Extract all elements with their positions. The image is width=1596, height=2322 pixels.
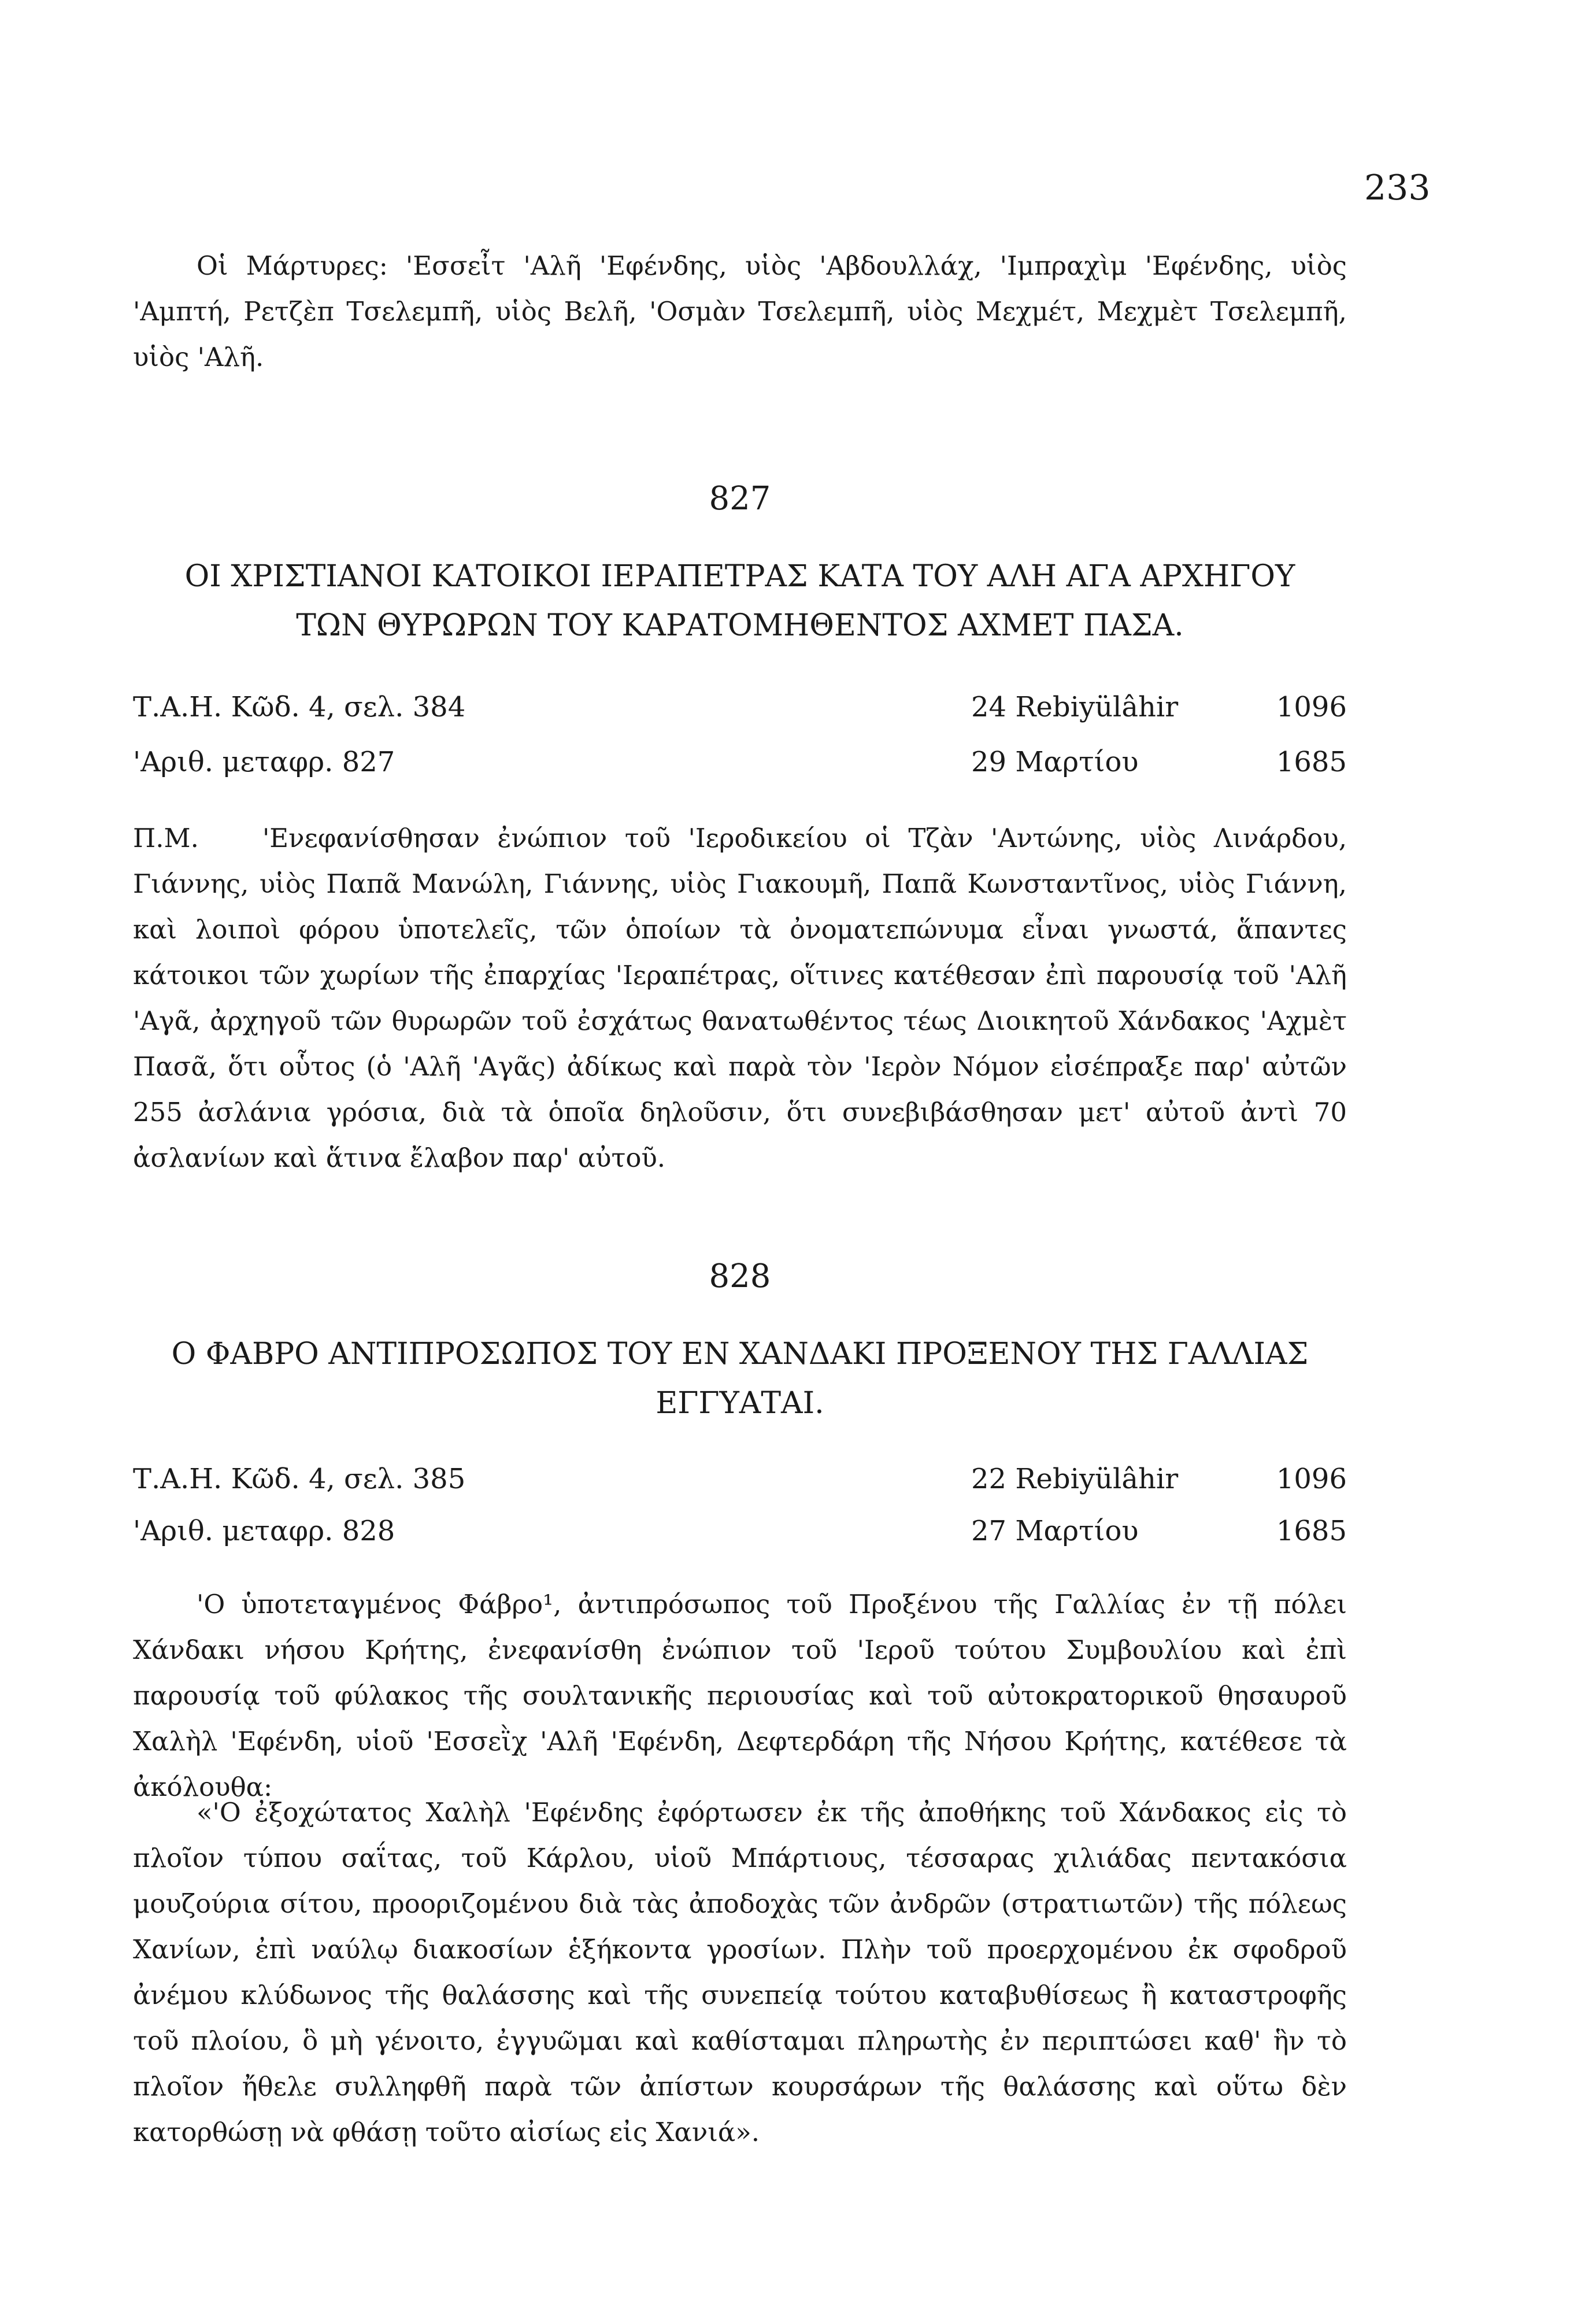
document-827-number: 827 <box>709 480 771 517</box>
document-827-label: Π.Μ. <box>133 823 199 853</box>
document-828-reference-row-2 <box>133 1515 1347 1561</box>
document-828-number: 828 <box>709 1258 771 1295</box>
document-827-body <box>133 815 1347 1181</box>
codex-reference: Τ.Α.Η. Κῶδ. 4, σελ. 385 <box>133 1463 466 1495</box>
document-828-reference-row-1 <box>133 1463 1347 1509</box>
document-827-title-line-2: ΤΩΝ ΘΥΡΩΡΩΝ ΤΟΥ ΚΑΡΑΤΟΜΗΘΕΝΤΟΣ ΑΧΜΕΤ ΠΑΣΑ. <box>296 608 1184 643</box>
hijri-date: 24 Rebiyülâhir <box>971 691 1179 723</box>
document-827-reference-row-2 <box>133 746 1347 792</box>
hijri-year: 1096 <box>1276 1463 1347 1495</box>
gregorian-date: 29 Μαρτίου <box>971 746 1139 778</box>
hijri-date: 22 Rebiyülâhir <box>971 1463 1179 1495</box>
translation-number: 'Αριθ. μεταφρ. 828 <box>133 1515 395 1547</box>
document-828-title-line-1: Ο ΦΑΒΡΟ ΑΝΤΙΠΡΟΣΩΠΟΣ ΤΟΥ ΕΝ ΧΑΝΔΑΚΙ ΠΡΟΞΕΝΟΥ ΤΗΣ ΓΑΛΛΙΑΣ <box>171 1337 1309 1371</box>
witnesses-paragraph: Οἱ Μάρτυρες: 'Εσσεἶτ 'Αλῆ 'Εφένδης, υἱὸς 'Αβδουλλάχ, 'Ιμπραχὶμ 'Εφένδης, υἱὸς 'Αμπτή, Ρετζὲπ Τσελεμπῆ, υἱὸς Βελῆ, 'Οσμὰν Τσελεμπῆ, υἱὸς Μεχμέτ, Μεχμὲτ Τσελεμπῆ, υἱὸς 'Αλῆ. <box>133 250 1347 372</box>
codex-reference: Τ.Α.Η. Κῶδ. 4, σελ. 384 <box>133 691 466 723</box>
translation-number: 'Αριθ. μεταφρ. 827 <box>133 746 395 778</box>
hijri-year: 1096 <box>1276 691 1347 723</box>
page-number: 233 <box>1364 168 1431 208</box>
document-827-body-text: 'Ενεφανίσθησαν ἐνώπιον τοῦ 'Ιεροδικείου οἱ Τζὰν 'Αντώνης, υἱὸς Λινάρδου, Γιάννης, υἱὸς Παπᾶ Μανώλη, Γιάννης, υἱὸς Γιακουμῆ, Παπᾶ Κωνσταντῖνος, υἱὸς Γιάννη, καὶ λοιποὶ φόρου ὑποτελεῖς, τῶν ὁποίων τὰ ὀνοματεπώνυμα εἶναι γνωστά, ἅπαντες κάτοικοι τῶν χωρίων τῆς ἐπαρχίας 'Ιεραπέτρας, οἵτινες κατέθεσαν ἐπὶ παρουσίᾳ τοῦ 'Αλῆ 'Αγᾶ, ἀρχηγοῦ τῶν θυρωρῶν τοῦ ἐσχάτως θανατωθέντος τέως Διοικητοῦ Χάνδακος 'Αχμὲτ Πασᾶ, ὅτι οὗτος (ὁ 'Αλῆ 'Αγᾶς) ἀδίκως καὶ παρὰ τὸν 'Ιερὸν Νόμον εἰσέπραξε παρ' αὐτῶν 255 ἀσλάνια γρόσια, διὰ τὰ ὁποῖα δηλοῦσιν, ὅτι συνεβιβάσθησαν μετ' αὐτοῦ ἀντὶ 70 ἀσλανίων καὶ ἅτινα ἔλαβον παρ' αὐτοῦ. <box>133 823 1347 1173</box>
document-828-title-line-2: ΕΓΓΥΑΤΑΙ. <box>656 1386 824 1421</box>
document-828-body-paragraph-2: «'Ο ἐξοχώτατος Χαλὴλ 'Εφένδης ἐφόρτωσεν ἐκ τῆς ἀποθήκης τοῦ Χάνδακος εἰς τὸ πλοῖον τύπου σαΐτας, τοῦ Κάρλου, υἱοῦ Μπάρτιους, τέσσαρας χιλιάδας πεντακόσια μουζούρια σίτου, προοριζομένου διὰ τὰς ἀποδοχὰς τῶν ἀνδρῶν (στρατιωτῶν) τῆς πόλεως Χανίων, ἐπὶ ναύλῳ διακοσίων ἑξήκοντα γροσίων. Πλὴν τοῦ προερχομένου ἐκ σφοδροῦ ἀνέμου κλύδωνος τῆς θαλάσσης καὶ τῆς συνεπείᾳ τούτου καταβυθίσεως ἢ καταστροφῆς τοῦ πλοίου, ὃ μὴ γένοιτο, ἐγγυῶμαι καὶ καθίσταμαι πληρωτὴς ἐν περιπτώσει καθ' ἣν τὸ πλοῖον ἤθελε συλληφθῆ παρὰ τῶν ἀπίστων κουρσάρων τῆς θαλάσσης καὶ οὕτω δὲν κατορθώσῃ νὰ φθάσῃ τοῦτο αἰσίως εἰς Χανιά». <box>133 1797 1347 2147</box>
gregorian-year: 1685 <box>1276 1515 1347 1547</box>
gregorian-date: 27 Μαρτίου <box>971 1515 1139 1547</box>
gregorian-year: 1685 <box>1276 746 1347 778</box>
document-828-body-paragraph-1: 'Ο ὑποτεταγμένος Φάβρο¹, ἀντιπρόσωπος τοῦ Προξένου τῆς Γαλλίας ἐν τῇ πόλει Χάνδακι νήσου Κρήτης, ἐνεφανίσθη ἐνώπιον τοῦ 'Ιεροῦ τούτου Συμβουλίου καὶ ἐπὶ παρουσίᾳ τοῦ φύλακος τῆς σουλτανικῆς περιουσίας καὶ τοῦ αὐτοκρατορικοῦ θησαυροῦ Χαλὴλ 'Εφένδη, υἱοῦ 'Εσσεῒχ 'Αλῆ 'Εφένδη, Δεφτερδάρη τῆς Νήσου Κρήτης, κατέθεσε τὰ ἀκόλουθα: <box>133 1589 1347 1802</box>
document-827-title-line-1: ΟΙ ΧΡΙΣΤΙΑΝΟΙ ΚΑΤΟΙΚΟΙ ΙΕΡΑΠΕΤΡΑΣ ΚΑΤΑ ΤΟΥ ΑΛΗ ΑΓΑ ΑΡΧΗΓΟΥ <box>184 559 1295 594</box>
document-827-reference-row-1 <box>133 691 1347 737</box>
